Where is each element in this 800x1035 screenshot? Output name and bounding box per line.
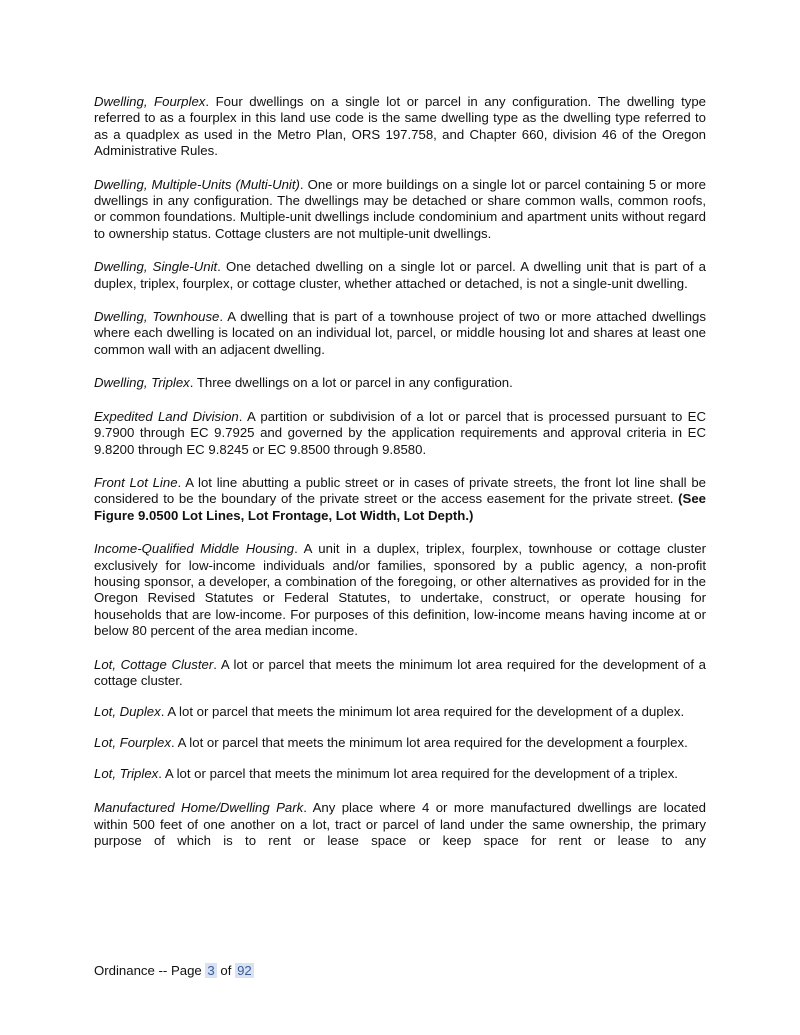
- term-punctuation: .: [158, 766, 165, 782]
- term-punctuation: .: [160, 704, 168, 720]
- definition-text: Any place where 4 or more manufactured dwellings are located within 500 feet of one another on a lot, tract or parcel of land under the same ownership, the primary purpose of which is to rent or lease space or keep space for rent or lease to any: [94, 800, 706, 849]
- document-page: [94, 94, 706, 850]
- term-punctuation: .: [303, 800, 313, 816]
- term-punctuation: .: [219, 309, 228, 325]
- term-punctuation: .: [294, 541, 304, 557]
- total-pages-field[interactable]: 92: [237, 963, 252, 978]
- definition-text: A lot or parcel that meets the minimum lot area required for the development of a duplex.: [167, 704, 685, 720]
- definition-text: A lot or parcel that meets the minimum lot area required for the development a fourplex.: [177, 735, 688, 751]
- definition-term: Income-Qualified Middle Housing: [94, 541, 295, 557]
- term-punctuation: .: [213, 656, 221, 672]
- page-footer: [94, 962, 254, 980]
- definition-lot-triplex: [94, 765, 706, 783]
- footer-prefix: Ordinance -- Page: [94, 963, 206, 978]
- definition-dwelling-townhouse: [94, 309, 706, 358]
- definition-term: Dwelling, Townhouse: [94, 309, 220, 325]
- definition-term: Dwelling, Triplex: [94, 375, 190, 391]
- definition-manufactured-home-dwelling-park: [94, 800, 706, 849]
- definition-term: Lot, Cottage Cluster: [94, 656, 214, 672]
- term-punctuation: .: [189, 375, 197, 391]
- term-punctuation: .: [205, 94, 216, 109]
- definition-lot-cottage-cluster: [94, 657, 706, 690]
- term-punctuation: .: [177, 474, 186, 490]
- definition-term: Lot, Triplex: [94, 766, 159, 782]
- definition-text: One detached dwelling on a single lot or parcel. A dwelling unit that is part of a duplex, triplex, fourplex, or cottage cluster, whether attached or detached, is not a single-unit dwelling.: [94, 259, 706, 291]
- definition-dwelling-triplex: [94, 375, 706, 391]
- term-punctuation: .: [238, 408, 247, 424]
- term-punctuation: .: [170, 735, 178, 751]
- definition-text: One or more buildings on a single lot or parcel containing 5 or more dwellings in any configuration. The dwellings may be detached or share common walls, common roofs, or common foundations. Multiple-unit dwellings include condominium and apartment units without regard to ownership status. Cottage clusters are not multiple-unit dwellings.: [94, 176, 707, 241]
- figure-reference: (See Figure 9.0500 Lot Lines, Lot Frontage, Lot Width, Lot Depth.): [94, 491, 706, 523]
- definition-term: Dwelling, Fourplex: [94, 94, 206, 109]
- definition-term: Dwelling, Multiple-Units (Multi-Unit): [94, 176, 300, 192]
- definition-term: Front Lot Line: [94, 474, 178, 490]
- definition-text: A lot or parcel that meets the minimum lot area required for the development of a triplex.: [164, 766, 678, 782]
- term-punctuation: .: [217, 259, 226, 275]
- page-number-field[interactable]: 3: [207, 963, 215, 978]
- definition-front-lot-line: [94, 475, 706, 524]
- definition-term: Lot, Fourplex: [94, 735, 171, 751]
- definition-expedited-land-division: [94, 409, 706, 458]
- definition-dwelling-multiple-units: [94, 177, 706, 243]
- definition-text: Three dwellings on a lot or parcel in any configuration.: [196, 375, 513, 391]
- definition-income-qualified-middle-housing: [94, 541, 706, 639]
- definition-term: Manufactured Home/Dwelling Park: [94, 800, 304, 816]
- definition-text: A unit in a duplex, triplex, fourplex, townhouse or cottage cluster exclusively for low-income individuals and/or families, sponsored by a public agency, a non-profit housing sponsor, a developer, a combination of the foregoing, or other alternatives as provided for in the Oregon Revised Statutes or Federal Statutes, to undertake, construct, or operate housing for households that are low-income. For purposes of this definition, low-income means having income at or below 80 percent of the area median income.: [94, 541, 706, 639]
- definition-text: A dwelling that is part of a townhouse project of two or more attached dwellings where each dwelling is located on an individual lot, parcel, or middle housing lot and shares at least one common wall with an adjacent dwelling.: [94, 309, 706, 357]
- term-punctuation: .: [299, 176, 308, 192]
- definition-dwelling-fourplex: [94, 94, 706, 160]
- definition-lot-duplex: [94, 703, 706, 721]
- definition-term: Expedited Land Division: [94, 408, 239, 424]
- definition-text: A lot or parcel that meets the minimum lot area required for the development of a cottage cluster.: [94, 656, 706, 688]
- definition-text: A partition or subdivision of a lot or parcel that is processed pursuant to EC 9.7900 through EC 9.7925 and governed by the application requirements and approval criteria in EC 9.8200 through EC 9.8245 or EC 9.8500 through 9.8580.: [94, 408, 706, 457]
- definition-term: Lot, Duplex: [94, 704, 161, 720]
- definition-text: A lot line abutting a public street or in cases of private streets, the front lot line shall be considered to be the boundary of the private street or the access easement for the private street.: [94, 474, 706, 507]
- footer-separator: of: [216, 963, 236, 978]
- definition-text: Four dwellings on a single lot or parcel in any configuration. The dwelling type referred to as a fourplex in this land use code is the same dwelling type as the dwelling type referred to as a quadplex as used in the Metro Plan, ORS 197.758, and Chapter 660, division 46 of the Oregon Administrative Rules.: [94, 94, 707, 159]
- definition-term: Dwelling, Single-Unit: [94, 259, 218, 275]
- definition-dwelling-single-unit: [94, 259, 706, 292]
- definition-lot-fourplex: [94, 734, 706, 752]
